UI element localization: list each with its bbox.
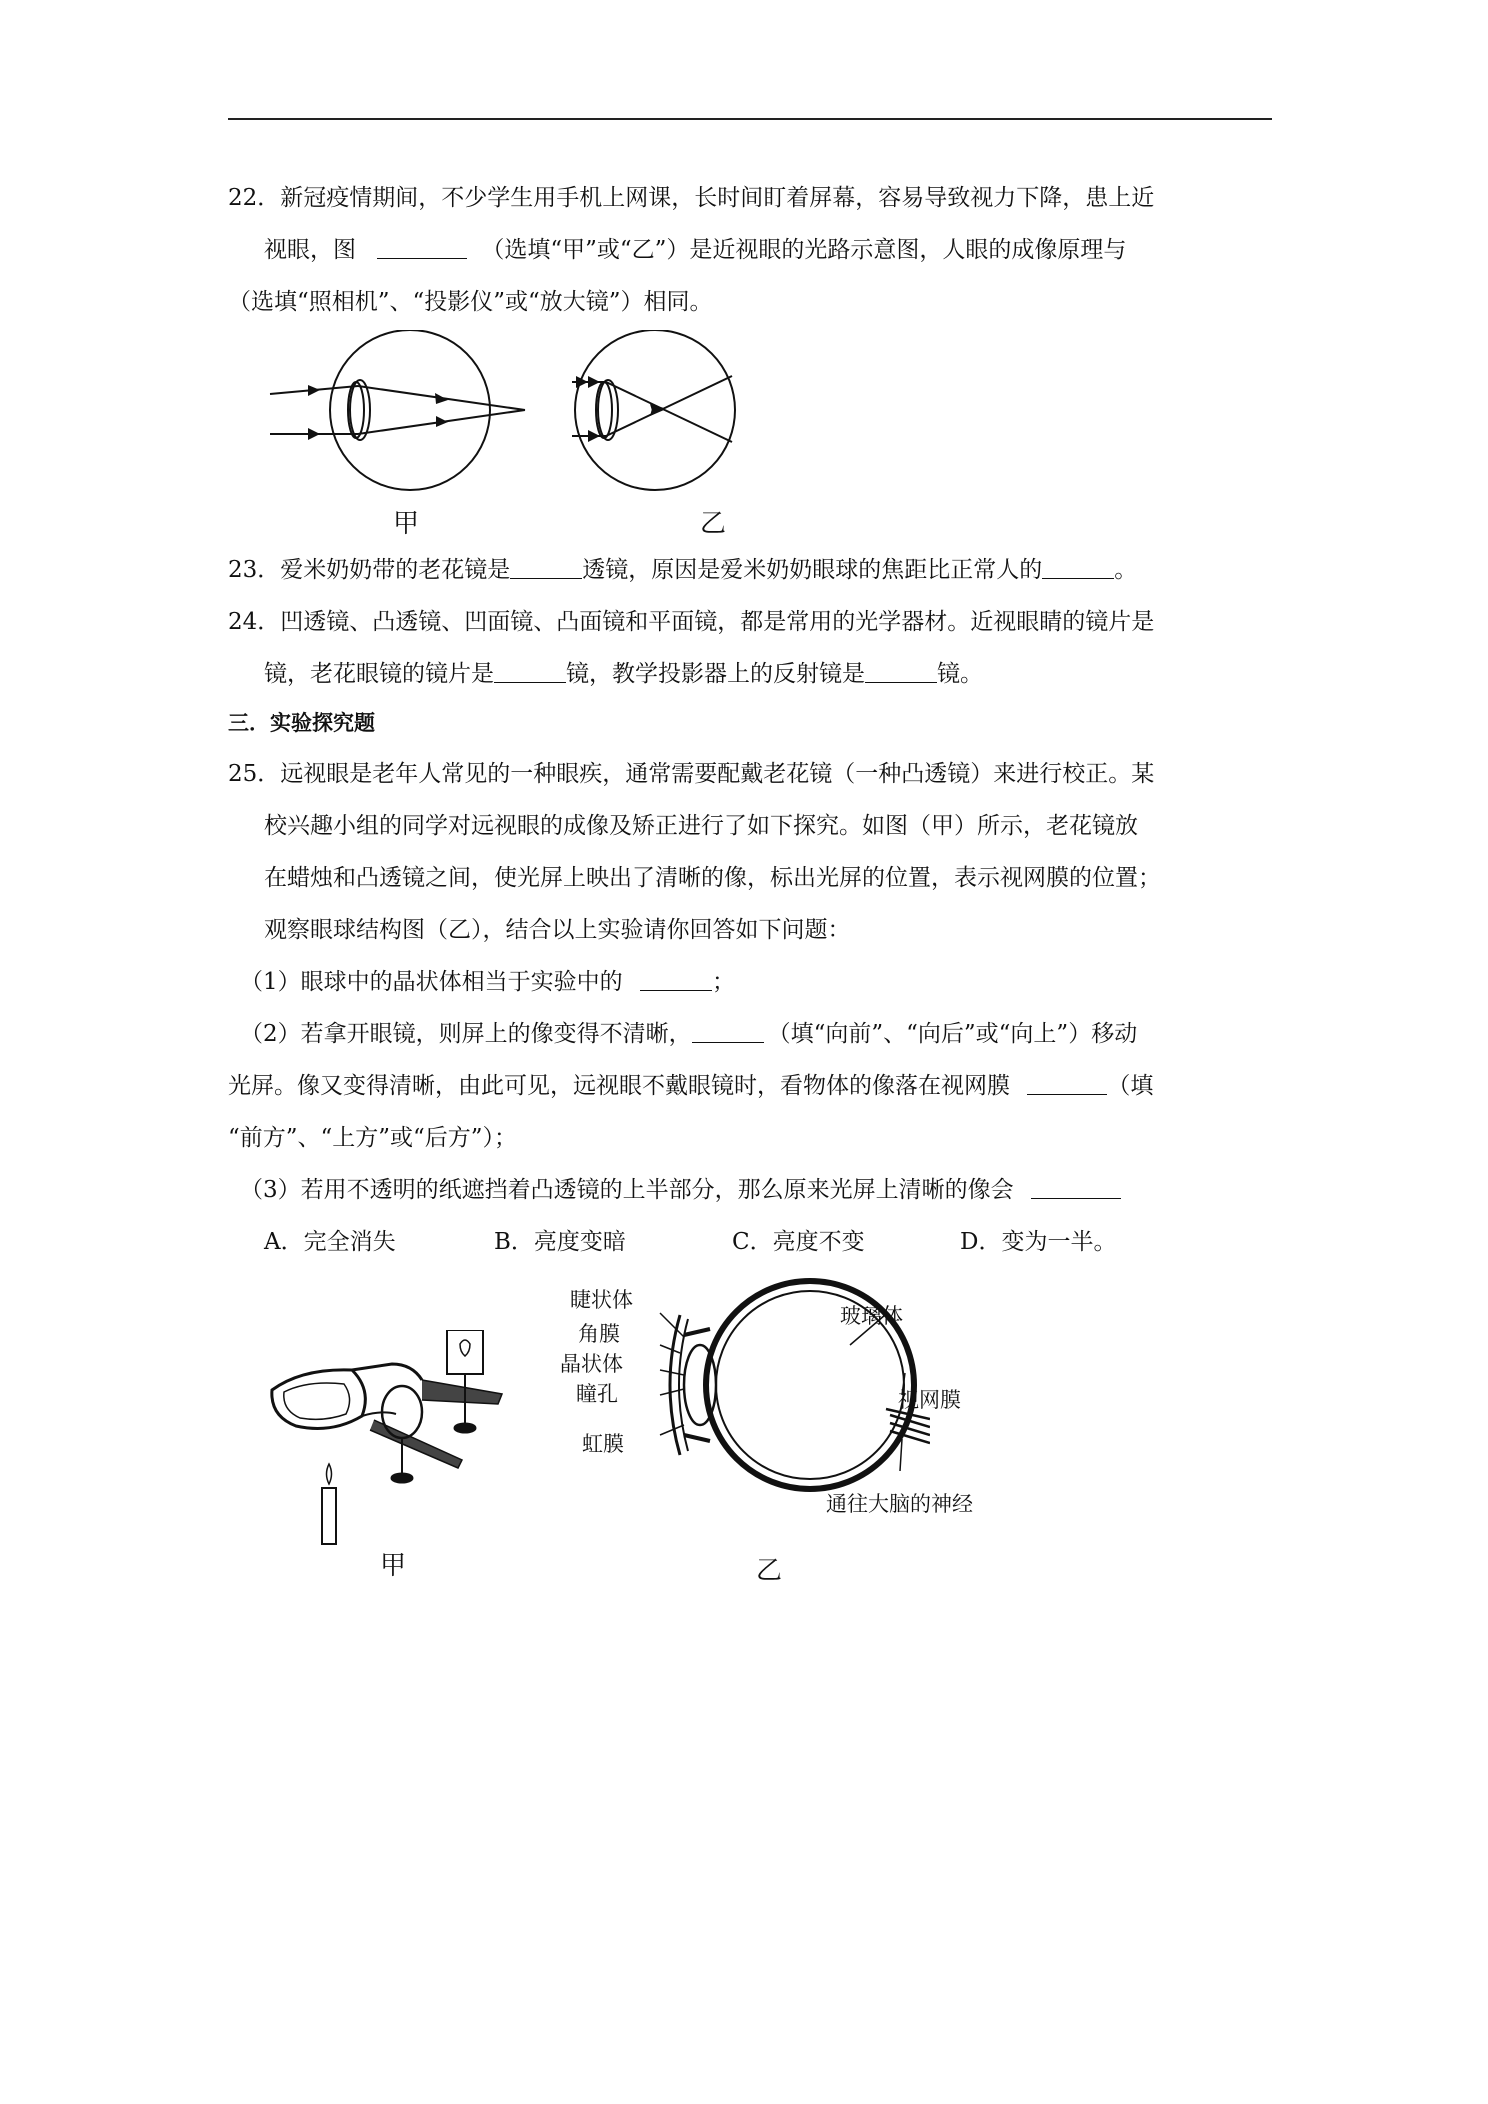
q25-line1: 25．远视眼是老年人常见的一种眼疾，通常需要配戴老花镜（一种凸透镜）来进行校正。某 xyxy=(228,761,1155,787)
q25-option-a[interactable]: A．完全消失 xyxy=(264,1229,396,1255)
eye-label-lens: 晶状体 xyxy=(560,1352,623,1376)
q22-line3: （选填“照相机”、“投影仪”或“放大镜”）相同。 xyxy=(228,289,713,315)
q23-text-c: 。 xyxy=(1114,557,1138,583)
lens-jia-outer xyxy=(350,380,370,440)
q25-option-b[interactable]: B．亮度变暗 xyxy=(494,1229,626,1255)
q24-line1: 24．凹透镜、凸透镜、凹面镜、凸面镜和平面镜，都是常用的光学器材。近视眼睛的镜片是 xyxy=(228,609,1155,635)
q25-part2 xyxy=(240,1019,1137,1049)
q22-fig-left-label: 甲 xyxy=(393,509,420,539)
q25-p2-line2-text-a: 光屏。像又变得清晰，由此可见，远视眼不戴眼镜时，看物体的像落在视网膜 xyxy=(228,1073,1010,1099)
q25-blank-2[interactable] xyxy=(692,1020,764,1043)
q23-line xyxy=(228,555,1137,585)
q22-text-b: （选填“甲”或“乙”）是近视眼的光路示意图，人眼的成像原理与 xyxy=(481,237,1127,263)
lens-structure xyxy=(684,1345,716,1425)
glasses-drawing xyxy=(272,1330,502,1544)
q25-p3-text: （3）若用不透明的纸遮挡着凸透镜的上半部分，那么原来光屏上清晰的像会 xyxy=(240,1177,1014,1203)
q25-option-d[interactable]: D．变为一半。 xyxy=(960,1229,1117,1255)
eye-label-vitreous: 玻璃体 xyxy=(840,1304,903,1328)
q24-blank-3[interactable] xyxy=(865,660,937,683)
q25-fig-left-label: 甲 xyxy=(380,1551,407,1581)
eye-label-nerve: 通往大脑的神经 xyxy=(826,1492,973,1516)
candle xyxy=(322,1488,336,1544)
eye-diagram-jia xyxy=(270,330,525,490)
eye-label-cornea: 角膜 xyxy=(578,1322,620,1346)
q25-line4: 观察眼球结构图（乙），结合以上实验请你回答如下问题： xyxy=(264,917,851,943)
q25-p2-text-a: （2）若拿开眼镜，则屏上的像变得不清晰， xyxy=(240,1021,692,1047)
q24-text-a: 镜，老花眼镜的镜片是 xyxy=(264,661,494,687)
q24-text-c: 镜。 xyxy=(937,661,983,687)
q25-line2: 校兴趣小组的同学对远视眼的成像及矫正进行了如下探究。如图（甲）所示，老花镜放 xyxy=(264,813,1138,839)
q25-part2-line3: “前方”、“上方”或“后方”）； xyxy=(228,1125,518,1151)
q25-line3: 在蜡烛和凸透镜之间，使光屏上映出了清晰的像，标出光屏的位置，表示视网膜的位置； xyxy=(264,865,1161,891)
q24-text-b: 镜，教学投影器上的反射镜是 xyxy=(566,661,865,687)
eye-label-iris: 虹膜 xyxy=(582,1432,624,1456)
q23-blank-1[interactable] xyxy=(510,556,582,579)
q25-blank-1[interactable] xyxy=(640,968,712,991)
eye-label-ciliary: 睫状体 xyxy=(570,1288,633,1312)
q25-figure-jia xyxy=(262,1330,522,1570)
q25-blank-3[interactable] xyxy=(1027,1072,1107,1095)
q25-option-c[interactable]: C．亮度不变 xyxy=(732,1229,865,1255)
q22-text-a: 视眼，图 xyxy=(264,237,356,263)
q22-line1: 22．新冠疫情期间，不少学生用手机上网课，长时间盯着屏幕，容易导致视力下降，患上近 xyxy=(228,185,1155,211)
q24-blank-2[interactable] xyxy=(494,660,566,683)
q22-figure xyxy=(260,330,820,560)
eye-ball-jia xyxy=(330,330,490,490)
q25-blank-4[interactable] xyxy=(1031,1176,1121,1199)
q25-p2-line2-text-b: （填 xyxy=(1107,1073,1154,1099)
q23-text-a: 23．爱米奶奶带的老花镜是 xyxy=(228,557,511,583)
q25-part3 xyxy=(240,1175,1121,1205)
q25-options xyxy=(264,1227,1116,1257)
q22-fig-right-label: 乙 xyxy=(700,509,727,539)
q25-p1-text-a: （1）眼球中的晶状体相当于实验中的 xyxy=(240,969,623,995)
q25-part2-line2 xyxy=(228,1071,1153,1101)
light-screen xyxy=(447,1330,483,1374)
eye-label-retina: 视网膜 xyxy=(898,1388,961,1412)
q25-part1 xyxy=(240,967,735,997)
q22-blank-1[interactable] xyxy=(377,236,467,259)
q24-line2 xyxy=(264,659,983,689)
q25-fig-right-label: 乙 xyxy=(756,1556,783,1586)
q23-text-b: 透镜，原因是爱米奶奶眼球的焦距比正常人的 xyxy=(582,557,1043,583)
q22-line2 xyxy=(264,235,1126,265)
header-rule xyxy=(228,118,1272,120)
q25-p2-text-b: （填“向前”、“向后”或“向上”）移动 xyxy=(767,1021,1138,1047)
section-heading: 三．实验探究题 xyxy=(228,711,375,735)
q25-p1-text-b: ； xyxy=(711,969,735,995)
eye-label-pupil: 瞳孔 xyxy=(576,1382,618,1406)
q23-blank-2[interactable] xyxy=(1042,556,1114,579)
